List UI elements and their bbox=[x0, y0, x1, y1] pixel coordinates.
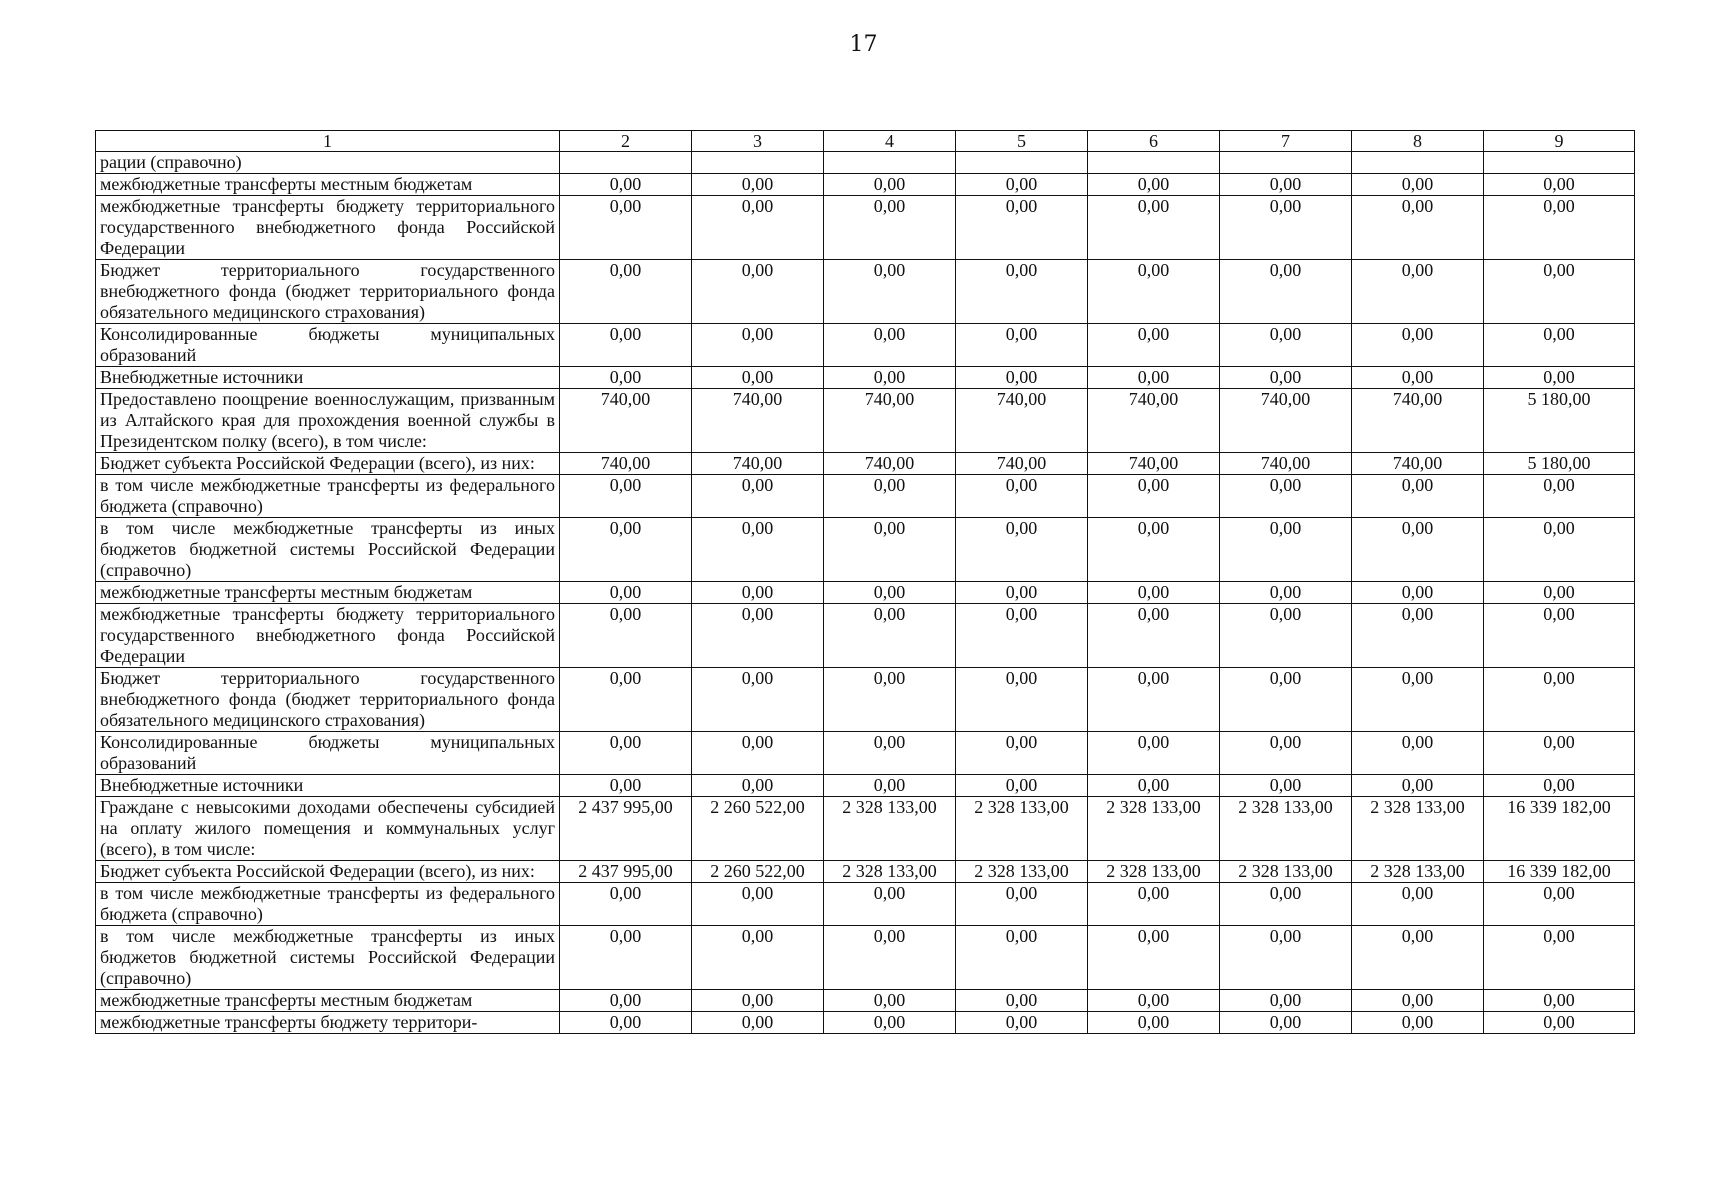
cell-value: 0,00 bbox=[824, 732, 956, 775]
header-row bbox=[96, 131, 1635, 152]
cell-value: 0,00 bbox=[560, 518, 692, 582]
cell-value: 0,00 bbox=[1220, 475, 1352, 518]
cell-value: 0,00 bbox=[824, 518, 956, 582]
cell-value: 0,00 bbox=[560, 604, 692, 668]
cell-value: 0,00 bbox=[1484, 926, 1635, 990]
cell-value: 0,00 bbox=[692, 668, 824, 732]
cell-value: 740,00 bbox=[1088, 453, 1220, 475]
table-row bbox=[96, 668, 1635, 732]
cell-value: 740,00 bbox=[824, 453, 956, 475]
cell-value: 16 339 182,00 bbox=[1484, 861, 1635, 883]
cell-value: 0,00 bbox=[824, 1012, 956, 1034]
table-row bbox=[96, 518, 1635, 582]
cell-value: 0,00 bbox=[1352, 367, 1484, 389]
cell-value: 0,00 bbox=[956, 174, 1088, 196]
cell-value: 0,00 bbox=[1088, 367, 1220, 389]
cell-value: 0,00 bbox=[1352, 1012, 1484, 1034]
table-row bbox=[96, 990, 1635, 1012]
row-label: Бюджет территориального государственного внебюджетного фонда (бюджет территориального фонда обязательного медицинского страхования) bbox=[96, 668, 560, 732]
cell-value: 5 180,00 bbox=[1484, 389, 1635, 453]
cell-value: 0,00 bbox=[956, 990, 1088, 1012]
cell-value: 0,00 bbox=[1088, 1012, 1220, 1034]
column-header: 6 bbox=[1088, 131, 1220, 152]
cell-value: 2 328 133,00 bbox=[956, 861, 1088, 883]
table-row bbox=[96, 367, 1635, 389]
cell-value: 0,00 bbox=[692, 775, 824, 797]
cell-value: 0,00 bbox=[824, 990, 956, 1012]
cell-value: 0,00 bbox=[1352, 475, 1484, 518]
cell-value: 0,00 bbox=[1484, 1012, 1635, 1034]
cell-value: 0,00 bbox=[1088, 196, 1220, 260]
cell-value bbox=[1352, 152, 1484, 174]
cell-value: 0,00 bbox=[1352, 883, 1484, 926]
cell-value: 0,00 bbox=[1220, 260, 1352, 324]
row-label: в том числе межбюджетные трансферты из иных бюджетов бюджетной системы Российской Федерации (справочно) bbox=[96, 518, 560, 582]
cell-value: 0,00 bbox=[1220, 367, 1352, 389]
cell-value: 0,00 bbox=[956, 604, 1088, 668]
cell-value: 0,00 bbox=[1088, 174, 1220, 196]
cell-value: 0,00 bbox=[692, 732, 824, 775]
column-header: 8 bbox=[1352, 131, 1484, 152]
cell-value: 0,00 bbox=[824, 926, 956, 990]
table-row bbox=[96, 732, 1635, 775]
row-label: межбюджетные трансферты местным бюджетам bbox=[96, 174, 560, 196]
cell-value: 0,00 bbox=[1088, 732, 1220, 775]
cell-value: 0,00 bbox=[692, 926, 824, 990]
table-row bbox=[96, 475, 1635, 518]
row-label: межбюджетные трансферты бюджету территориального государственного внебюджетного фонда Российской Федерации bbox=[96, 604, 560, 668]
cell-value: 0,00 bbox=[1352, 775, 1484, 797]
cell-value: 0,00 bbox=[1484, 668, 1635, 732]
cell-value: 0,00 bbox=[1220, 732, 1352, 775]
cell-value: 2 328 133,00 bbox=[824, 861, 956, 883]
cell-value: 2 328 133,00 bbox=[1352, 797, 1484, 861]
cell-value bbox=[692, 152, 824, 174]
cell-value: 2 260 522,00 bbox=[692, 797, 824, 861]
cell-value: 16 339 182,00 bbox=[1484, 797, 1635, 861]
row-label: Консолидированные бюджеты муниципальных образований bbox=[96, 732, 560, 775]
cell-value: 740,00 bbox=[1352, 453, 1484, 475]
cell-value: 0,00 bbox=[824, 883, 956, 926]
row-label: в том числе межбюджетные трансферты из федерального бюджета (справочно) bbox=[96, 475, 560, 518]
cell-value: 0,00 bbox=[560, 668, 692, 732]
row-label: Бюджет субъекта Российской Федерации (всего), из них: bbox=[96, 453, 560, 475]
cell-value: 0,00 bbox=[824, 260, 956, 324]
table-row bbox=[96, 604, 1635, 668]
cell-value: 0,00 bbox=[692, 1012, 824, 1034]
cell-value: 0,00 bbox=[956, 1012, 1088, 1034]
cell-value bbox=[956, 152, 1088, 174]
row-label: Бюджет субъекта Российской Федерации (всего), из них: bbox=[96, 861, 560, 883]
cell-value: 0,00 bbox=[1484, 582, 1635, 604]
cell-value: 0,00 bbox=[1484, 260, 1635, 324]
cell-value: 0,00 bbox=[1484, 324, 1635, 367]
cell-value: 0,00 bbox=[1088, 475, 1220, 518]
cell-value: 0,00 bbox=[560, 367, 692, 389]
cell-value: 0,00 bbox=[956, 732, 1088, 775]
column-header: 5 bbox=[956, 131, 1088, 152]
cell-value bbox=[1220, 152, 1352, 174]
cell-value: 0,00 bbox=[956, 260, 1088, 324]
cell-value: 2 260 522,00 bbox=[692, 861, 824, 883]
table-row bbox=[96, 453, 1635, 475]
cell-value: 0,00 bbox=[956, 668, 1088, 732]
cell-value: 0,00 bbox=[824, 196, 956, 260]
cell-value: 740,00 bbox=[560, 389, 692, 453]
cell-value: 0,00 bbox=[1352, 582, 1484, 604]
column-header: 9 bbox=[1484, 131, 1635, 152]
cell-value: 0,00 bbox=[1484, 518, 1635, 582]
row-label: рации (справочно) bbox=[96, 152, 560, 174]
cell-value: 740,00 bbox=[692, 389, 824, 453]
cell-value: 0,00 bbox=[1352, 518, 1484, 582]
table-row bbox=[96, 1012, 1635, 1034]
row-label: Консолидированные бюджеты муниципальных образований bbox=[96, 324, 560, 367]
cell-value bbox=[560, 152, 692, 174]
row-label: межбюджетные трансферты бюджету территори- bbox=[96, 1012, 560, 1034]
cell-value: 0,00 bbox=[692, 518, 824, 582]
table-row bbox=[96, 883, 1635, 926]
page-number: 17 bbox=[849, 32, 878, 57]
cell-value: 0,00 bbox=[1484, 604, 1635, 668]
cell-value: 0,00 bbox=[560, 260, 692, 324]
row-label: межбюджетные трансферты местным бюджетам bbox=[96, 990, 560, 1012]
cell-value: 0,00 bbox=[824, 174, 956, 196]
cell-value: 0,00 bbox=[560, 324, 692, 367]
cell-value: 0,00 bbox=[956, 324, 1088, 367]
cell-value: 0,00 bbox=[1220, 883, 1352, 926]
cell-value: 0,00 bbox=[560, 174, 692, 196]
cell-value: 0,00 bbox=[1220, 518, 1352, 582]
table-row bbox=[96, 926, 1635, 990]
cell-value: 0,00 bbox=[692, 367, 824, 389]
column-header: 1 bbox=[96, 131, 560, 152]
cell-value: 0,00 bbox=[1352, 324, 1484, 367]
cell-value: 2 328 133,00 bbox=[1220, 797, 1352, 861]
table-row bbox=[96, 174, 1635, 196]
row-label: Внебюджетные источники bbox=[96, 775, 560, 797]
cell-value: 0,00 bbox=[560, 775, 692, 797]
row-label: в том числе межбюджетные трансферты из иных бюджетов бюджетной системы Российской Федерации (справочно) bbox=[96, 926, 560, 990]
cell-value: 0,00 bbox=[692, 324, 824, 367]
budget-table bbox=[95, 130, 1635, 1034]
cell-value: 0,00 bbox=[1088, 775, 1220, 797]
cell-value: 0,00 bbox=[1220, 926, 1352, 990]
cell-value: 740,00 bbox=[1088, 389, 1220, 453]
table-row bbox=[96, 389, 1635, 453]
cell-value: 0,00 bbox=[692, 883, 824, 926]
cell-value: 740,00 bbox=[1220, 389, 1352, 453]
cell-value: 0,00 bbox=[1484, 367, 1635, 389]
table-row bbox=[96, 775, 1635, 797]
cell-value: 0,00 bbox=[1352, 196, 1484, 260]
cell-value: 0,00 bbox=[1220, 196, 1352, 260]
cell-value: 0,00 bbox=[824, 475, 956, 518]
column-header: 7 bbox=[1220, 131, 1352, 152]
cell-value: 0,00 bbox=[560, 196, 692, 260]
cell-value: 740,00 bbox=[1352, 389, 1484, 453]
cell-value: 2 328 133,00 bbox=[1220, 861, 1352, 883]
cell-value: 2 328 133,00 bbox=[1088, 797, 1220, 861]
cell-value: 0,00 bbox=[1088, 990, 1220, 1012]
table-row bbox=[96, 797, 1635, 861]
row-label: Предоставлено поощрение военнослужащим, призванным из Алтайского края для прохождения военной службы в Президентском полку (всего), в том числе: bbox=[96, 389, 560, 453]
cell-value: 0,00 bbox=[824, 604, 956, 668]
cell-value: 0,00 bbox=[692, 475, 824, 518]
cell-value: 0,00 bbox=[692, 990, 824, 1012]
cell-value: 0,00 bbox=[1484, 196, 1635, 260]
cell-value: 0,00 bbox=[1352, 732, 1484, 775]
cell-value: 0,00 bbox=[824, 582, 956, 604]
cell-value: 740,00 bbox=[956, 453, 1088, 475]
cell-value: 0,00 bbox=[692, 260, 824, 324]
cell-value: 0,00 bbox=[1352, 604, 1484, 668]
cell-value: 0,00 bbox=[824, 324, 956, 367]
cell-value: 0,00 bbox=[956, 582, 1088, 604]
cell-value: 0,00 bbox=[1484, 775, 1635, 797]
cell-value: 740,00 bbox=[824, 389, 956, 453]
cell-value: 0,00 bbox=[560, 926, 692, 990]
cell-value bbox=[1088, 152, 1220, 174]
table-body bbox=[96, 152, 1635, 1034]
cell-value: 0,00 bbox=[560, 582, 692, 604]
cell-value: 0,00 bbox=[1484, 475, 1635, 518]
cell-value bbox=[1484, 152, 1635, 174]
cell-value: 0,00 bbox=[692, 582, 824, 604]
cell-value: 0,00 bbox=[1484, 174, 1635, 196]
cell-value: 0,00 bbox=[1088, 582, 1220, 604]
cell-value: 2 328 133,00 bbox=[1352, 861, 1484, 883]
cell-value: 0,00 bbox=[1484, 990, 1635, 1012]
cell-value: 0,00 bbox=[692, 196, 824, 260]
table-row bbox=[96, 861, 1635, 883]
cell-value: 0,00 bbox=[692, 604, 824, 668]
cell-value: 0,00 bbox=[1220, 324, 1352, 367]
cell-value: 0,00 bbox=[1352, 926, 1484, 990]
cell-value: 0,00 bbox=[1220, 990, 1352, 1012]
cell-value: 0,00 bbox=[956, 475, 1088, 518]
cell-value: 5 180,00 bbox=[1484, 453, 1635, 475]
row-label: Бюджет территориального государственного внебюджетного фонда (бюджет территориального фонда обязательного медицинского страхования) bbox=[96, 260, 560, 324]
cell-value: 0,00 bbox=[956, 926, 1088, 990]
cell-value: 0,00 bbox=[956, 775, 1088, 797]
cell-value: 0,00 bbox=[1088, 883, 1220, 926]
row-label: межбюджетные трансферты бюджету территориального государственного внебюджетного фонда Российской Федерации bbox=[96, 196, 560, 260]
column-header: 2 bbox=[560, 131, 692, 152]
table-row bbox=[96, 260, 1635, 324]
cell-value: 740,00 bbox=[1220, 453, 1352, 475]
cell-value: 2 328 133,00 bbox=[1088, 861, 1220, 883]
cell-value: 0,00 bbox=[560, 990, 692, 1012]
table-row bbox=[96, 324, 1635, 367]
cell-value: 0,00 bbox=[824, 367, 956, 389]
cell-value: 0,00 bbox=[560, 475, 692, 518]
cell-value: 0,00 bbox=[1220, 604, 1352, 668]
table-row bbox=[96, 152, 1635, 174]
cell-value: 740,00 bbox=[560, 453, 692, 475]
cell-value: 0,00 bbox=[560, 1012, 692, 1034]
cell-value: 0,00 bbox=[1088, 668, 1220, 732]
cell-value: 0,00 bbox=[956, 518, 1088, 582]
cell-value: 0,00 bbox=[956, 883, 1088, 926]
cell-value: 2 437 995,00 bbox=[560, 861, 692, 883]
column-header: 4 bbox=[824, 131, 956, 152]
cell-value: 0,00 bbox=[1088, 926, 1220, 990]
cell-value: 2 437 995,00 bbox=[560, 797, 692, 861]
cell-value: 0,00 bbox=[1352, 668, 1484, 732]
cell-value: 0,00 bbox=[1088, 260, 1220, 324]
cell-value: 0,00 bbox=[560, 883, 692, 926]
cell-value: 740,00 bbox=[692, 453, 824, 475]
cell-value: 0,00 bbox=[956, 196, 1088, 260]
cell-value: 0,00 bbox=[560, 732, 692, 775]
cell-value: 0,00 bbox=[1220, 1012, 1352, 1034]
cell-value: 2 328 133,00 bbox=[824, 797, 956, 861]
cell-value: 740,00 bbox=[956, 389, 1088, 453]
cell-value: 0,00 bbox=[1352, 174, 1484, 196]
cell-value bbox=[824, 152, 956, 174]
row-label: в том числе межбюджетные трансферты из федерального бюджета (справочно) bbox=[96, 883, 560, 926]
cell-value: 0,00 bbox=[692, 174, 824, 196]
cell-value: 0,00 bbox=[1352, 260, 1484, 324]
cell-value: 2 328 133,00 bbox=[956, 797, 1088, 861]
cell-value: 0,00 bbox=[1220, 775, 1352, 797]
cell-value: 0,00 bbox=[824, 668, 956, 732]
cell-value: 0,00 bbox=[1088, 518, 1220, 582]
cell-value: 0,00 bbox=[1484, 883, 1635, 926]
cell-value: 0,00 bbox=[1088, 604, 1220, 668]
cell-value: 0,00 bbox=[1220, 174, 1352, 196]
row-label: межбюджетные трансферты местным бюджетам bbox=[96, 582, 560, 604]
cell-value: 0,00 bbox=[824, 775, 956, 797]
row-label: Внебюджетные источники bbox=[96, 367, 560, 389]
cell-value: 0,00 bbox=[1220, 582, 1352, 604]
table-row bbox=[96, 196, 1635, 260]
cell-value: 0,00 bbox=[1088, 324, 1220, 367]
cell-value: 0,00 bbox=[1352, 990, 1484, 1012]
column-header: 3 bbox=[692, 131, 824, 152]
cell-value: 0,00 bbox=[1484, 732, 1635, 775]
cell-value: 0,00 bbox=[956, 367, 1088, 389]
row-label: Граждане с невысокими доходами обеспечены субсидией на оплату жилого помещения и коммунальных услуг (всего), в том числе: bbox=[96, 797, 560, 861]
cell-value: 0,00 bbox=[1220, 668, 1352, 732]
table-row bbox=[96, 582, 1635, 604]
